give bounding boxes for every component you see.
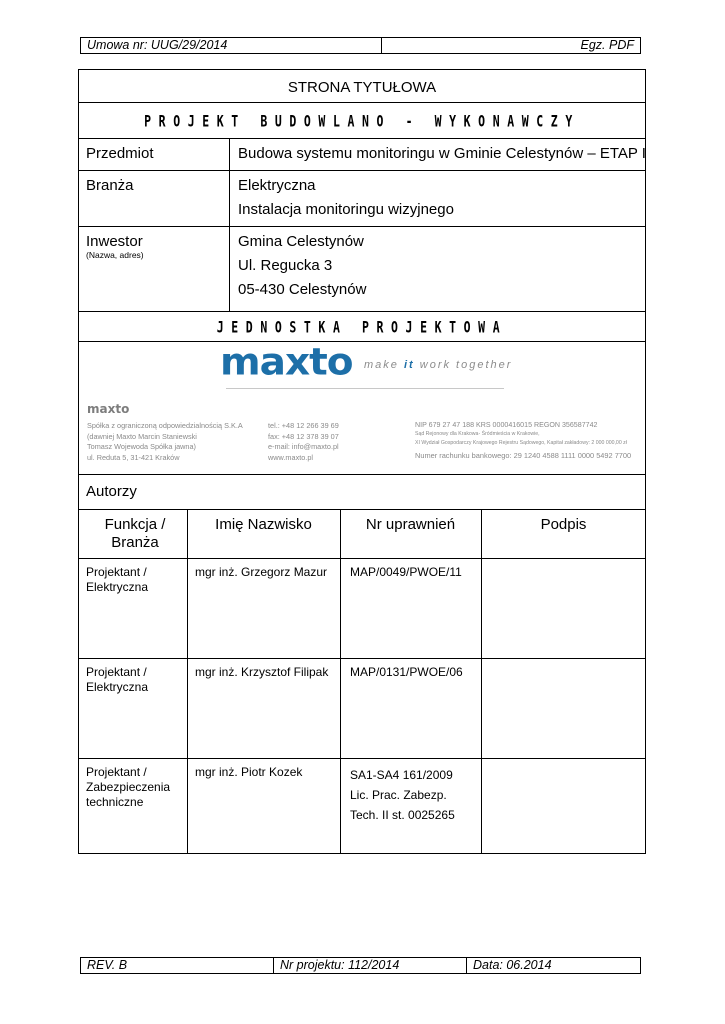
- function-line: techniczne: [86, 795, 144, 809]
- header-name: Imię Nazwisko: [215, 516, 312, 533]
- branch-label: Branża: [86, 177, 134, 194]
- project-date: Data: 06.2014: [466, 958, 640, 973]
- company-register: XI Wydział Gospodarczy Krajowego Rejestru Sądowego, Kapitał zakładowy: 2 000 000,00 zł: [415, 440, 627, 446]
- branch-line-2: Instalacja monitoringu wizyjnego: [238, 201, 454, 218]
- row-license: [350, 765, 455, 825]
- authors-row: [78, 474, 646, 509]
- investor-line-2: Ul. Regucka 3: [238, 257, 333, 274]
- tagline-it: it: [403, 359, 415, 371]
- company-line: Tomasz Wojewoda Spółka jawna): [87, 442, 196, 451]
- maxto-logo: [220, 340, 353, 385]
- row-function: [86, 765, 170, 810]
- license-line: Tech. II st. 0025265: [350, 808, 455, 822]
- authors-heading: Autorzy: [86, 483, 137, 500]
- company-bank: Numer rachunku bankowego: 29 1240 4588 1111 0000 5492 7700: [415, 451, 632, 460]
- function-line: Projektant /: [86, 765, 147, 779]
- copy-type: Egz. PDF: [381, 38, 640, 53]
- company-registration: [415, 421, 631, 460]
- revision: REV. B: [87, 958, 128, 972]
- company-fax: fax: +48 12 378 39 07: [268, 431, 339, 441]
- project-number: Nr projektu: 112/2014: [273, 958, 466, 973]
- row-license: MAP/0049/PWOE/11: [350, 565, 462, 579]
- header-license: Nr uprawnień: [365, 516, 456, 533]
- company-address: [87, 421, 243, 463]
- unit-heading: JEDNOSTKA PROJEKTOWA: [216, 317, 508, 337]
- row-name: mgr inż. Grzegorz Mazur: [195, 565, 328, 579]
- company-phone: tel.: +48 12 266 39 69: [268, 421, 339, 430]
- row-function: [86, 565, 148, 595]
- company-website: www.maxto.pl: [268, 452, 314, 462]
- company-court: Sąd Rejonowy dla Krakowa- Śródmieścia w Krakowie,: [415, 431, 540, 437]
- tagline-pre: make: [364, 359, 404, 371]
- maxto-logo-text: maxto: [220, 341, 353, 384]
- project-type-row: [78, 102, 646, 138]
- logo-tagline: [364, 359, 512, 371]
- function-line: Elektryczna: [86, 580, 149, 594]
- investor-line-3: 05-430 Celestynów: [238, 281, 367, 298]
- license-line: Lic. Prac. Zabezp.: [350, 788, 447, 802]
- subject-value: Budowa systemu monitoringu w Gminie Celestynów – ETAP I: [238, 145, 646, 162]
- row-license: MAP/0131/PWOE/06: [350, 665, 463, 679]
- branch-line-1: Elektryczna: [238, 177, 316, 194]
- function-line: Elektryczna: [86, 680, 149, 694]
- row-function: [86, 665, 148, 695]
- footer: [80, 957, 641, 974]
- investor-line-1: Gmina Celestynów: [238, 233, 364, 250]
- unit-heading-row: [78, 311, 646, 341]
- contract-number: Umowa nr: UUG/29/2014: [87, 38, 228, 52]
- company-ids: NIP 679 27 47 188 KRS 0000416015 REGON 356587742: [415, 421, 598, 429]
- project-type: PROJEKT BUDOWLANO - WYKONAWCZY: [144, 111, 580, 131]
- company-line: Spółka z ograniczoną odpowiedzialnością S.K.A: [87, 421, 243, 430]
- investor-label: Inwestor: [86, 233, 143, 250]
- function-line: Zabezpieczenia: [86, 780, 171, 794]
- header-function: Funkcja / Branża: [104, 516, 166, 551]
- company-line: ul. Reduta 5, 31-421 Kraków: [87, 452, 180, 462]
- company-email: e-mail: info@maxto.pl: [268, 442, 339, 451]
- top-header: [80, 37, 641, 54]
- company-contacts: [268, 421, 339, 463]
- company-line: (dawniej Maxto Marcin Staniewski: [87, 431, 197, 441]
- license-line: SA1-SA4 161/2009: [350, 768, 453, 782]
- row-name: mgr inż. Piotr Kozek: [195, 765, 303, 779]
- subject-label: Przedmiot: [86, 145, 154, 162]
- logo-divider: [226, 388, 504, 389]
- row-name: mgr inż. Krzysztof Filipak: [195, 665, 329, 679]
- investor-note: (Nazwa, adres): [86, 250, 144, 260]
- tagline-post: work together: [414, 359, 513, 371]
- function-line: Projektant /: [86, 565, 147, 579]
- company-small-logo: maxto: [87, 402, 130, 416]
- function-line: Projektant /: [86, 665, 147, 679]
- header-signature: Podpis: [540, 516, 587, 533]
- page-title: STRONA TYTUŁOWA: [287, 79, 437, 96]
